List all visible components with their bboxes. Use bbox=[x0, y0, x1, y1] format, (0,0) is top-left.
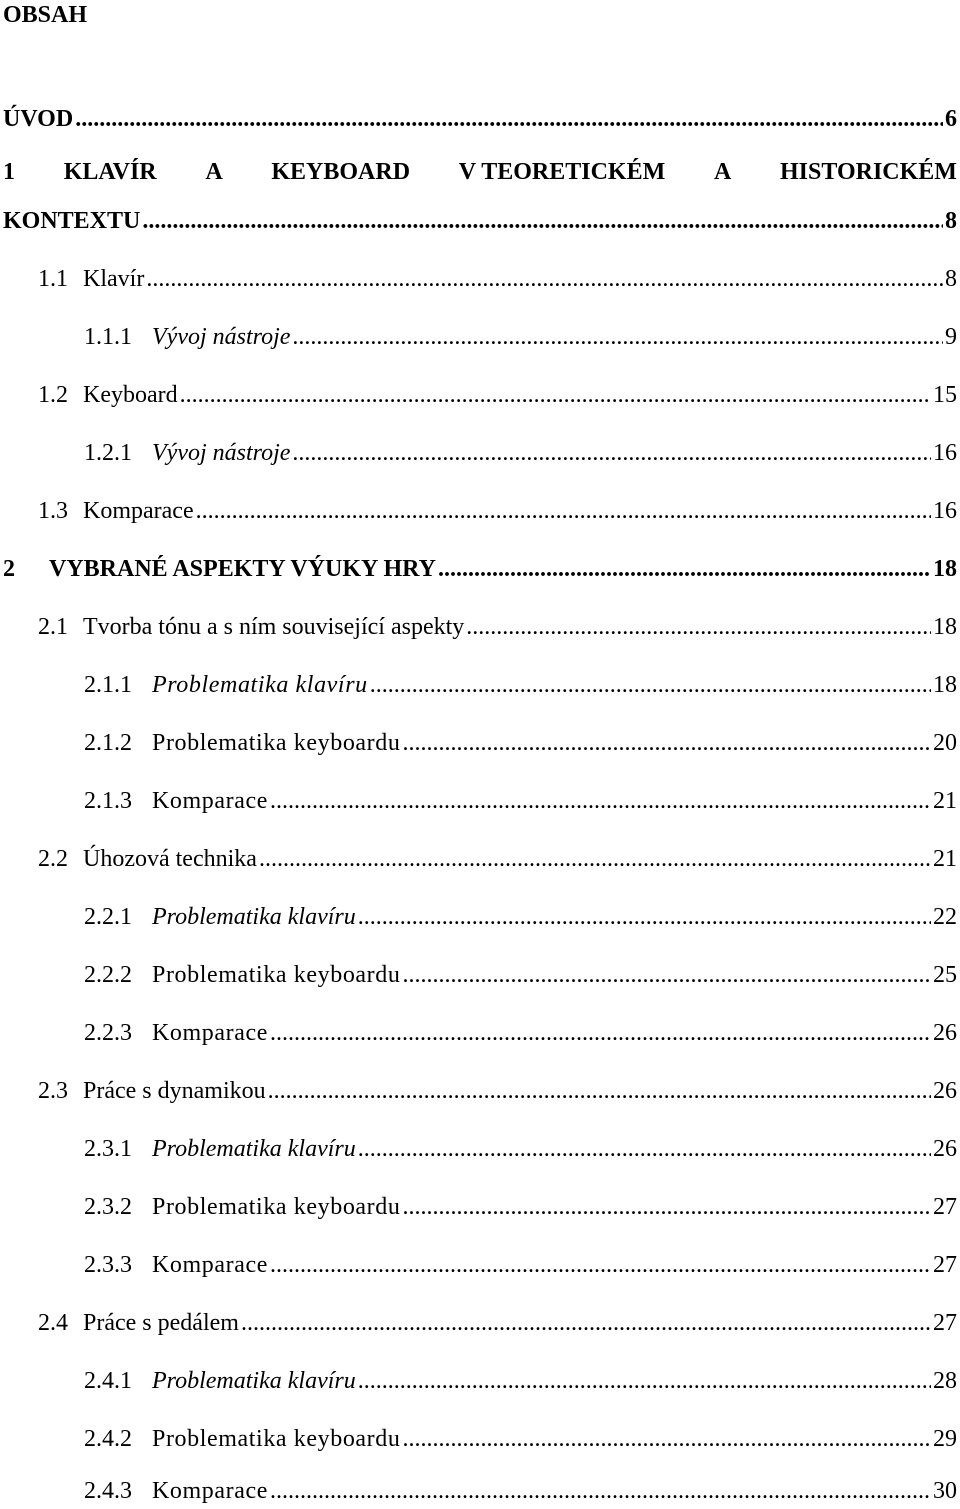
toc-entry-page: 6 bbox=[945, 106, 957, 132]
toc-entry-title: Tvorba tónu a s ním související aspekty bbox=[83, 614, 465, 640]
toc-entry-title: Problematika klavíru bbox=[152, 904, 356, 930]
toc-entry-title: Úhozová technika bbox=[83, 846, 257, 872]
dot-leader bbox=[358, 1134, 931, 1164]
toc-word: A bbox=[713, 159, 732, 185]
toc-entry-2-2-3[interactable] bbox=[84, 1014, 957, 1048]
toc-word: 1 bbox=[3, 159, 15, 185]
toc-entry-title: Vývoj nástroje bbox=[152, 324, 291, 350]
toc-entry-title: Problematika klavíru bbox=[152, 1136, 356, 1162]
toc-entry-2-3-1[interactable] bbox=[84, 1130, 957, 1164]
toc-entry-title: Práce s pedálem bbox=[83, 1310, 239, 1336]
toc-word: V TEORETICKÉM bbox=[458, 159, 666, 185]
toc-entry-page: 21 bbox=[933, 788, 957, 814]
toc-entry-title: Práce s dynamikou bbox=[83, 1078, 266, 1104]
dot-leader bbox=[358, 1366, 931, 1396]
toc-entry-title: Problematika keyboardu bbox=[152, 962, 401, 988]
toc-entry-page: 16 bbox=[933, 440, 957, 466]
toc-entry-number: 2.3.1 bbox=[84, 1136, 132, 1162]
toc-entry-uvod[interactable] bbox=[3, 100, 957, 134]
toc-entry-1-1-1[interactable] bbox=[84, 318, 957, 352]
dot-leader bbox=[402, 728, 931, 758]
toc-entry-number: 2 bbox=[3, 556, 15, 582]
toc-entry-number: 1.1 bbox=[38, 266, 68, 292]
dot-leader bbox=[270, 1476, 931, 1506]
dot-leader bbox=[142, 206, 943, 236]
toc-entry-number: 2.1 bbox=[38, 614, 68, 640]
toc-entry-2-1-2[interactable] bbox=[84, 724, 957, 758]
toc-entry-2-2-1[interactable] bbox=[84, 898, 957, 932]
dot-leader bbox=[259, 844, 931, 874]
toc-entry-2-1[interactable] bbox=[38, 608, 957, 642]
toc-entry-number: 2.2.2 bbox=[84, 962, 132, 988]
toc-entry-title: Vývoj nástroje bbox=[152, 440, 291, 466]
toc-word: KEYBOARD bbox=[271, 159, 411, 185]
toc-entry-title: Komparace bbox=[152, 1252, 269, 1278]
toc-entry-page: 18 bbox=[933, 614, 957, 640]
toc-entry-page: 15 bbox=[933, 382, 957, 408]
toc-entry-number: 2.3.3 bbox=[84, 1252, 132, 1278]
dot-leader bbox=[466, 612, 931, 642]
toc-entry-page: 20 bbox=[933, 730, 957, 756]
toc-entry-1-3[interactable] bbox=[38, 492, 957, 526]
toc-entry-2-1-3[interactable] bbox=[84, 782, 957, 816]
toc-entry-page: 30 bbox=[933, 1478, 957, 1504]
toc-entry-number: 1.2 bbox=[38, 382, 68, 408]
dot-leader bbox=[370, 670, 931, 700]
toc-entry-page: 22 bbox=[933, 904, 957, 930]
toc-entry-number: 2.2.1 bbox=[84, 904, 132, 930]
toc-entry-2-3-2[interactable] bbox=[84, 1188, 957, 1222]
toc-entry-title: Problematika keyboardu bbox=[152, 730, 401, 756]
toc-word: KLAVÍR bbox=[63, 159, 157, 185]
toc-entry-title: VYBRANÉ ASPEKTY VÝUKY HRY bbox=[49, 556, 436, 582]
toc-entry-number: 2.3.2 bbox=[84, 1194, 132, 1220]
toc-entry-title: Komparace bbox=[152, 788, 269, 814]
toc-entry-title: Problematika klavíru bbox=[152, 672, 368, 698]
toc-heading: OBSAH bbox=[3, 2, 88, 28]
toc-entry-2-2-2[interactable] bbox=[84, 956, 957, 990]
toc-entry-number: 2.2 bbox=[38, 846, 68, 872]
toc-entry-page: 9 bbox=[945, 324, 957, 350]
toc-entry-2-3[interactable] bbox=[38, 1072, 957, 1106]
toc-entry-title: Komparace bbox=[152, 1020, 269, 1046]
dot-leader bbox=[292, 322, 943, 352]
toc-entry-page: 27 bbox=[933, 1252, 957, 1278]
toc-entry-title: Problematika keyboardu bbox=[152, 1426, 401, 1452]
toc-entry-number: 1.1.1 bbox=[84, 324, 132, 350]
dot-leader bbox=[196, 496, 931, 526]
dot-leader bbox=[268, 1076, 931, 1106]
toc-entry-page: 18 bbox=[933, 672, 957, 698]
dot-leader bbox=[402, 1424, 931, 1454]
toc-entry-number: 2.4.2 bbox=[84, 1426, 132, 1452]
toc-entry-1-2-1[interactable] bbox=[84, 434, 957, 468]
toc-entry-page: 28 bbox=[933, 1368, 957, 1394]
dot-leader bbox=[146, 264, 943, 294]
toc-entry-title: Komparace bbox=[83, 498, 194, 524]
toc-entry-chapter-2[interactable] bbox=[3, 550, 957, 584]
toc-word: A bbox=[205, 159, 223, 185]
toc-entry-number: 2.3 bbox=[38, 1078, 68, 1104]
dot-leader bbox=[358, 902, 931, 932]
toc-entry-number: 2.4 bbox=[38, 1310, 68, 1336]
toc-entry-number: 2.1.3 bbox=[84, 788, 132, 814]
dot-leader bbox=[241, 1308, 931, 1338]
toc-entry-number: 2.1.2 bbox=[84, 730, 132, 756]
dot-leader bbox=[402, 1192, 931, 1222]
toc-entry-number: 2.4.3 bbox=[84, 1478, 132, 1504]
toc-entry-page: 29 bbox=[933, 1426, 957, 1452]
toc-entry-number: 1.2.1 bbox=[84, 440, 132, 466]
toc-entry-1-1[interactable] bbox=[38, 260, 957, 294]
toc-entry-page: 26 bbox=[933, 1078, 957, 1104]
toc-entry-2-4[interactable] bbox=[38, 1304, 957, 1338]
toc-entry-title: Keyboard bbox=[83, 382, 178, 408]
toc-entry-page: 25 bbox=[933, 962, 957, 988]
toc-entry-number: 2.1.1 bbox=[84, 672, 132, 698]
toc-entry-title: ÚVOD bbox=[3, 106, 74, 132]
toc-entry-page: 8 bbox=[945, 266, 957, 292]
toc-entry-2-4-3[interactable] bbox=[84, 1472, 957, 1506]
toc-entry-number: 2.4.1 bbox=[84, 1368, 132, 1394]
dot-leader bbox=[180, 380, 931, 410]
toc-entry-title: KONTEXTU bbox=[3, 208, 141, 234]
toc-entry-page: 27 bbox=[933, 1194, 957, 1220]
dot-leader bbox=[438, 554, 931, 584]
toc-entry-2-2[interactable] bbox=[38, 840, 957, 874]
toc-entry-page: 27 bbox=[933, 1310, 957, 1336]
dot-leader bbox=[292, 438, 931, 468]
dot-leader bbox=[75, 104, 943, 134]
toc-entry-page: 18 bbox=[933, 556, 957, 582]
toc-entry-2-4-2[interactable] bbox=[84, 1420, 957, 1454]
toc-entry-page: 16 bbox=[933, 498, 957, 524]
toc-entry-page: 26 bbox=[933, 1020, 957, 1046]
toc-entry-number: 1.3 bbox=[38, 498, 68, 524]
dot-leader bbox=[402, 960, 931, 990]
toc-entry-2-1-1[interactable] bbox=[84, 666, 957, 700]
toc-entry-chapter-1-line-2[interactable] bbox=[3, 202, 957, 236]
toc-entry-title: Problematika keyboardu bbox=[152, 1194, 401, 1220]
toc-word: HISTORICKÉM bbox=[780, 159, 957, 185]
toc-entry-number: 2.2.3 bbox=[84, 1020, 132, 1046]
toc-entry-title: Problematika klavíru bbox=[152, 1368, 356, 1394]
toc-entry-2-4-1[interactable] bbox=[84, 1362, 957, 1396]
toc-entry-chapter-1-line-1[interactable] bbox=[3, 155, 957, 189]
dot-leader bbox=[270, 786, 931, 816]
dot-leader bbox=[270, 1018, 931, 1048]
toc-entry-page: 21 bbox=[933, 846, 957, 872]
toc-entry-title: Klavír bbox=[83, 266, 145, 292]
toc-entry-2-3-3[interactable] bbox=[84, 1246, 957, 1280]
toc-entry-page: 8 bbox=[945, 208, 957, 234]
toc-entry-title: Komparace bbox=[152, 1478, 269, 1504]
toc-entry-page: 26 bbox=[933, 1136, 957, 1162]
dot-leader bbox=[270, 1250, 931, 1280]
toc-entry-1-2[interactable] bbox=[38, 376, 957, 410]
